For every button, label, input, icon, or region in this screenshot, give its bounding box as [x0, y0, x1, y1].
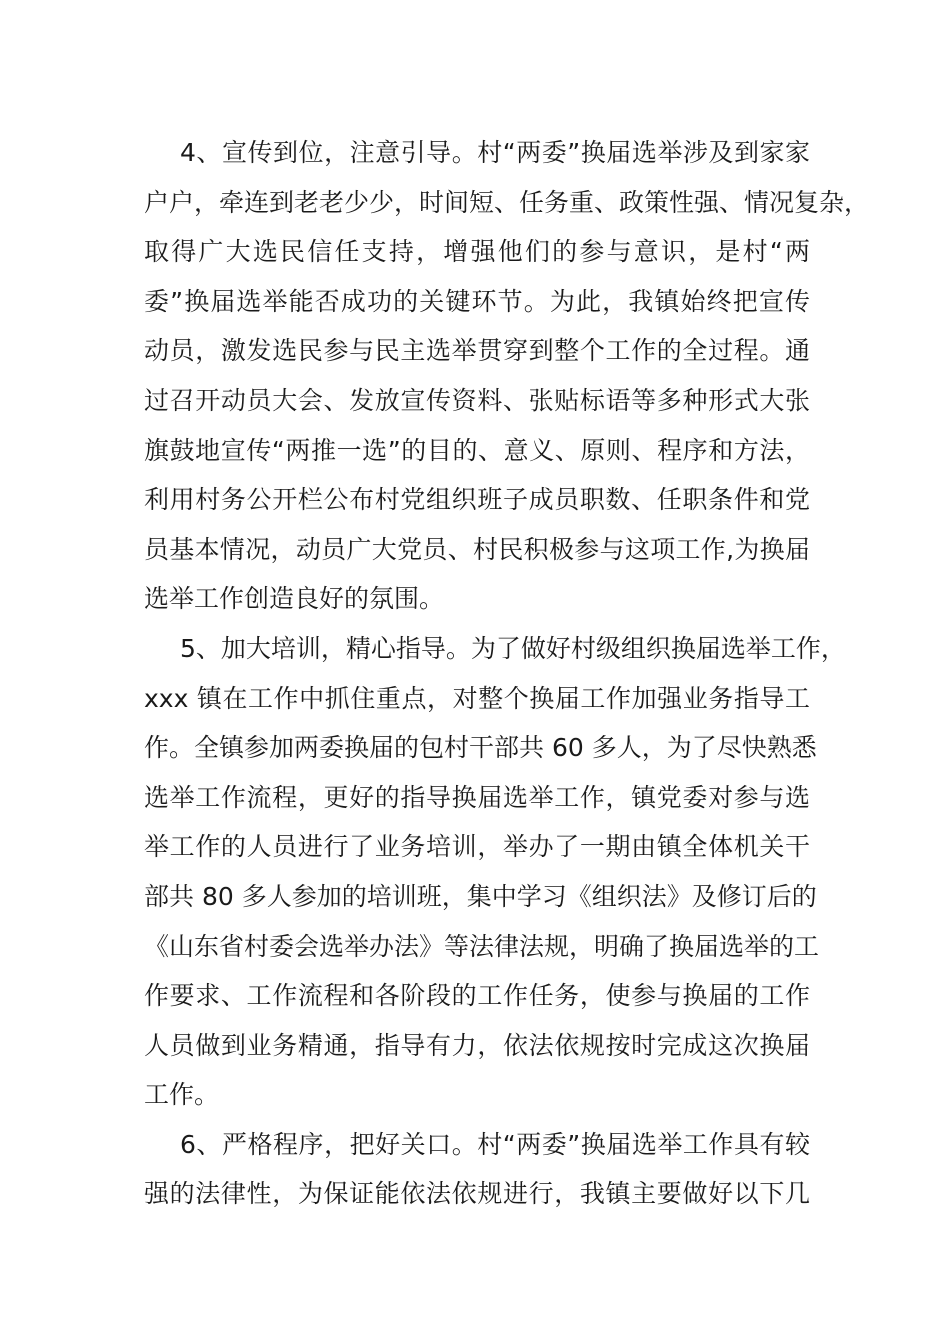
text-line: 员基本情况，动员广大党员、村民积极参与这项工作,为换届 — [144, 534, 810, 564]
text-line: 部共 80 多人参加的培训班，集中学习《组织法》及修订后的 — [144, 881, 817, 911]
text-line: 作。全镇参加两委换届的包村干部共 60 多人，为了尽快熟悉 — [144, 733, 817, 763]
text-line: 利用村务公开栏公布村党组织班子成员职数、任职条件和党 — [144, 485, 810, 515]
text-line: 4、宣传到位，注意引导。村“两委”换届选举涉及到家家 — [180, 138, 810, 167]
text-line: 5、加大培训，精心指导。为了做好村级组织换届选举工作， — [180, 633, 846, 663]
text-line: 选举工作创造良好的氛围。 — [144, 584, 445, 614]
text-line: 《山东省村委会选举办法》等法律法规，明确了换届选举的工 — [144, 931, 820, 961]
text-line: 旗鼓地宣传“两推一选”的目的、意义、原则、程序和方法， — [144, 435, 810, 465]
text-line: 过召开动员大会、发放宣传资料、张贴标语等多种形式大张 — [144, 385, 810, 415]
text-line: 人员做到业务精通，指导有力，依法依规按时完成这次换届 — [144, 1030, 810, 1060]
text-line: 选举工作流程，更好的指导换届选举工作，镇党委对参与选 — [144, 782, 810, 812]
text-line: 取得广大选民信任支持，增强他们的参与意识，是村“两 — [144, 237, 810, 267]
text-line: xxx 镇在工作中抓住重点，对整个换届工作加强业务指导工 — [144, 683, 810, 713]
text-line: 强的法律性，为保证能依法依规进行，我镇主要做好以下几 — [144, 1179, 810, 1209]
text-line: 户户，牵连到老老少少，时间短、任务重、政策性强、情况复杂， — [144, 187, 870, 217]
text-line: 委”换届选举能否成功的关键环节。为此，我镇始终把宣传 — [144, 286, 810, 316]
text-line: 6、严格程序，把好关口。村“两委”换届选举工作具有较 — [180, 1129, 810, 1159]
text-line: 工作。 — [144, 1080, 220, 1110]
text-line: 作要求、工作流程和各阶段的工作任务，使参与换届的工作 — [144, 981, 810, 1011]
text-line: 举工作的人员进行了业务培训，举办了一期由镇全体机关干 — [144, 832, 810, 862]
document-body — [144, 128, 870, 1219]
text-line: 动员，激发选民参与民主选举贯穿到整个工作的全过程。通 — [144, 336, 810, 366]
